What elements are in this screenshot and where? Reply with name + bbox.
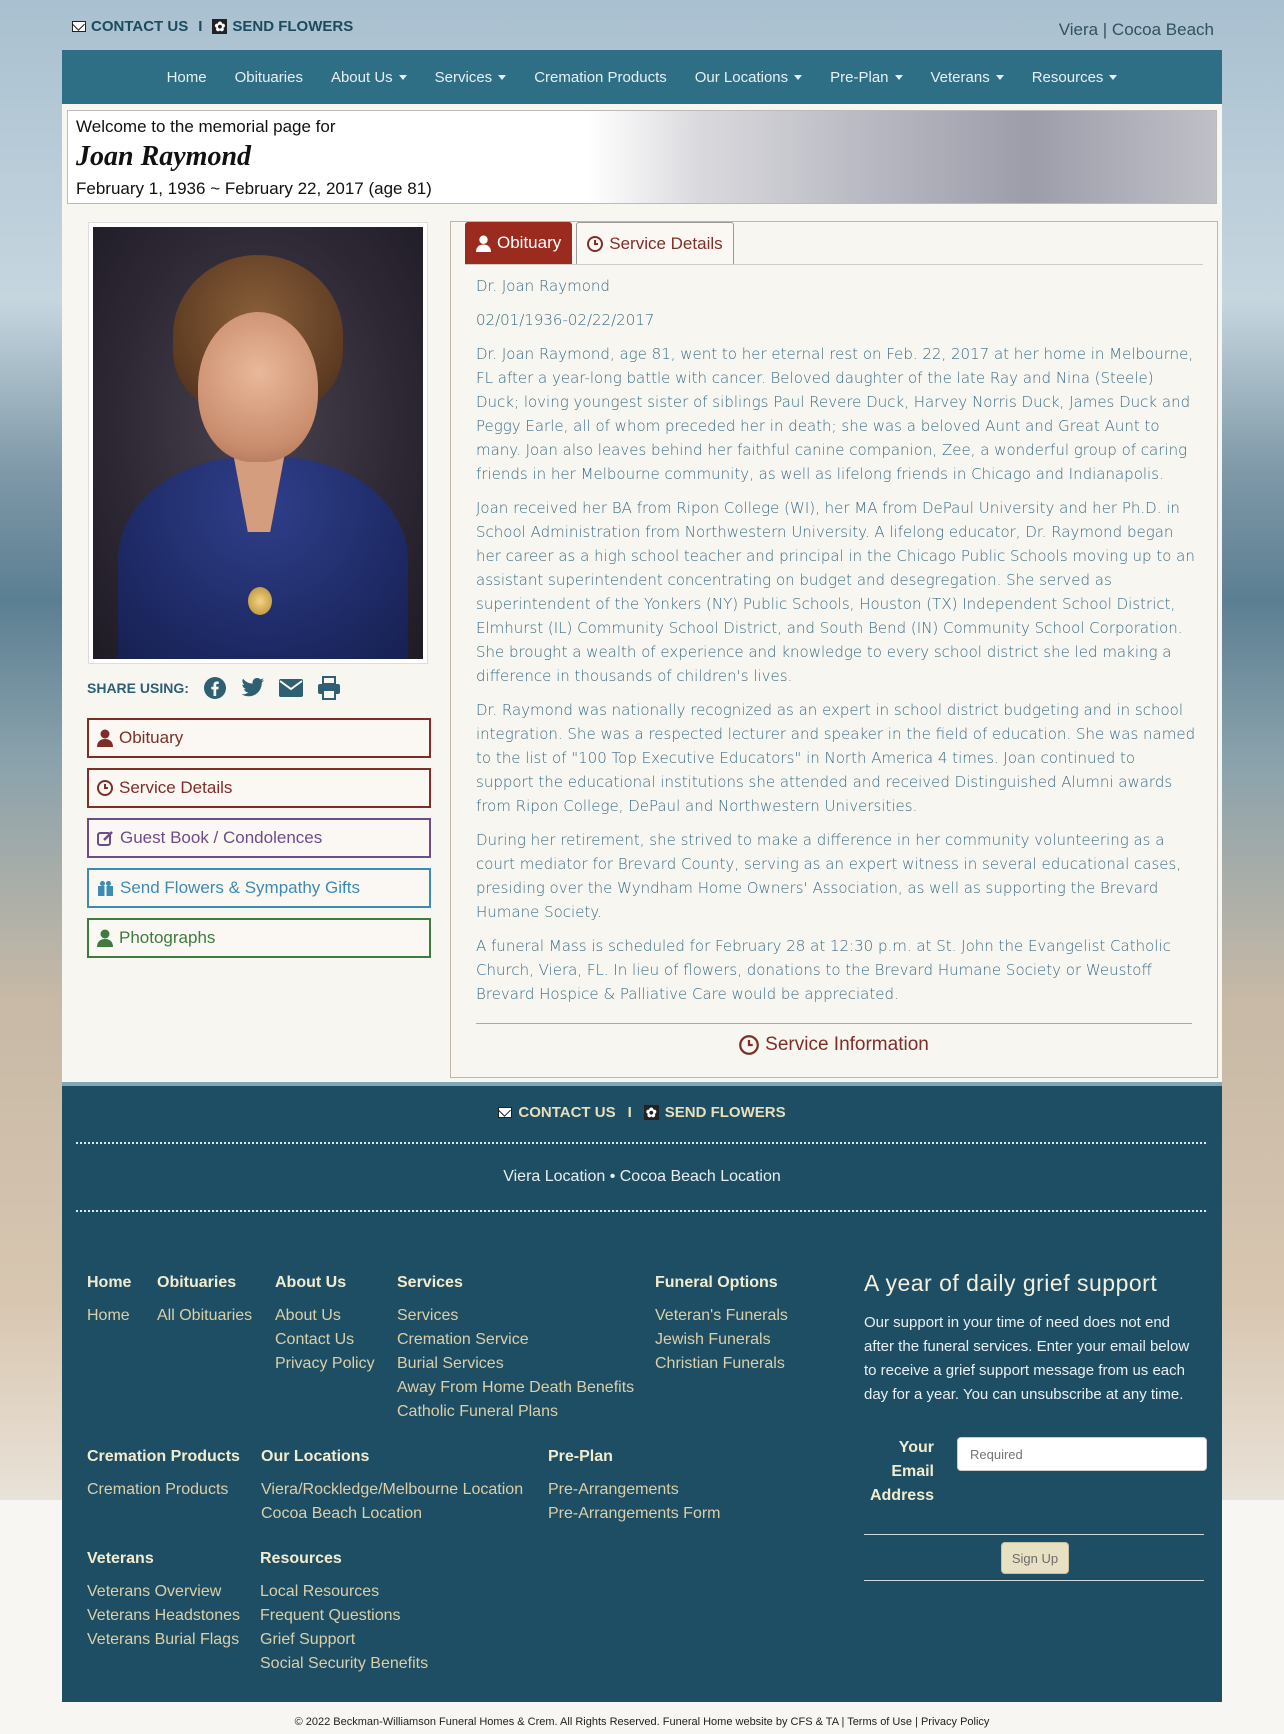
grief-support-title: A year of daily grief support xyxy=(864,1270,1158,1296)
footer-link[interactable]: Burial Services xyxy=(397,1355,504,1372)
memorial-banner xyxy=(67,110,1217,204)
portrait-face xyxy=(198,312,318,462)
footer-contact-links xyxy=(62,1104,1222,1121)
gift-icon xyxy=(97,880,114,897)
tab-obituary[interactable] xyxy=(465,222,572,264)
nav-label: Obituaries xyxy=(234,68,303,86)
service-information-link[interactable] xyxy=(476,1023,1192,1056)
decedent-name: Joan Raymond xyxy=(76,141,252,172)
footer-link[interactable]: Grief Support xyxy=(260,1631,356,1648)
nav-label: Veterans xyxy=(930,68,990,86)
caret-down-icon xyxy=(895,75,903,80)
footer-link[interactable]: Jewish Funerals xyxy=(655,1331,771,1348)
sidebar-photographs-label: Photographs xyxy=(119,928,216,947)
tab-obituary-label: Obituary xyxy=(497,233,562,252)
footer-col-title: Veterans xyxy=(87,1550,154,1567)
page xyxy=(62,0,1222,1734)
sidebar-obituary-button[interactable] xyxy=(87,718,431,758)
nav-item-home[interactable] xyxy=(167,69,207,86)
sidebar-send-flowers-label: Send Flowers & Sympathy Gifts xyxy=(120,878,360,897)
flower-icon: ✿ xyxy=(212,19,227,34)
print-icon[interactable] xyxy=(317,676,341,700)
footer-link[interactable]: Services xyxy=(397,1307,459,1324)
caret-down-icon xyxy=(498,75,506,80)
footer-separator: I xyxy=(627,1104,632,1121)
nav-item-cremation-products[interactable] xyxy=(534,69,667,86)
footer-link[interactable]: Contact Us xyxy=(275,1331,355,1348)
footer-link[interactable]: Social Security Benefits xyxy=(260,1655,429,1672)
signup-divider xyxy=(864,1534,1204,1535)
clock-icon xyxy=(587,236,603,252)
footer-col-title: Funeral Options xyxy=(655,1274,778,1291)
site-footer xyxy=(62,1082,1222,1702)
portrait-pendant xyxy=(248,587,272,615)
obituary-text xyxy=(476,274,1196,1016)
nav-item-about-us[interactable] xyxy=(331,69,407,86)
sidebar-service-details-label: Service Details xyxy=(119,778,233,797)
footer-link[interactable]: Cremation Products xyxy=(87,1481,229,1498)
nav-label: About Us xyxy=(330,68,393,86)
obit-paragraph: During her retirement, she strived to make a difference in her community volunteering as a court mediator for Brevard County, serving as an expert witness in several educational cases, presiding over the Wyndham Home Owners' Association, as well as supporting the Brevard Humane Society. xyxy=(476,831,1182,921)
nav-label: Services xyxy=(434,68,493,86)
mail-icon xyxy=(72,21,86,32)
grief-support-box xyxy=(864,1270,1204,1407)
footer-flowers-link[interactable]: SEND FLOWERS xyxy=(664,1104,786,1121)
footer-link[interactable]: Pre-Arrangements Form xyxy=(548,1505,721,1522)
footer-location-separator: • xyxy=(609,1168,616,1185)
welcome-text: Welcome to the memorial page for xyxy=(76,117,336,136)
footer-contact-link[interactable]: CONTACT US xyxy=(518,1104,616,1121)
top-contact-link[interactable] xyxy=(72,18,188,35)
footer-col-title: Pre-Plan xyxy=(548,1448,613,1465)
top-links xyxy=(72,18,353,35)
footer-cocoa-location-link[interactable]: Cocoa Beach Location xyxy=(619,1168,781,1185)
email-icon[interactable] xyxy=(279,676,303,700)
banner-image xyxy=(588,111,1217,204)
nav-item-pre-plan[interactable] xyxy=(830,69,902,86)
signup-divider xyxy=(864,1580,1204,1581)
nav-item-obituaries[interactable] xyxy=(235,69,303,86)
nav-label: Home xyxy=(166,68,207,86)
tab-service-details-label: Service Details xyxy=(609,233,723,253)
footer-link[interactable]: Away From Home Death Benefits xyxy=(397,1379,635,1396)
panel-tabs xyxy=(465,222,734,264)
nav-item-resources[interactable] xyxy=(1032,69,1118,86)
footer-link[interactable]: Veterans Headstones xyxy=(87,1607,240,1624)
footer-locations xyxy=(62,1168,1222,1186)
footer-viera-location-link[interactable]: Viera Location xyxy=(503,1168,606,1185)
sidebar-service-details-button[interactable] xyxy=(87,768,431,808)
footer-link[interactable]: Frequent Questions xyxy=(260,1607,401,1624)
portrait-photo xyxy=(88,222,428,664)
person-icon xyxy=(476,235,491,252)
nav-label: Our Locations xyxy=(694,68,789,86)
footer-link[interactable]: Pre-Arrangements xyxy=(548,1481,679,1498)
top-contact-label: CONTACT US xyxy=(91,18,189,35)
sidebar-send-flowers-button[interactable] xyxy=(87,868,431,908)
footer-link[interactable]: Veterans Overview xyxy=(87,1583,222,1600)
email-input[interactable] xyxy=(957,1437,1207,1471)
sidebar-guest-book-label: Guest Book / Condolences xyxy=(120,828,323,847)
footer-col-title: Our Locations xyxy=(261,1448,370,1465)
footer-link[interactable]: Catholic Funeral Plans xyxy=(397,1403,558,1420)
caret-down-icon xyxy=(794,75,802,80)
tab-divider xyxy=(465,264,1203,265)
share-bar xyxy=(87,676,341,700)
sidebar-guest-book-button[interactable] xyxy=(87,818,431,858)
footer-link[interactable]: Cocoa Beach Location xyxy=(261,1505,422,1522)
footer-col-title: About Us xyxy=(275,1274,347,1291)
footer-col-title: Cremation Products xyxy=(87,1448,240,1465)
footer-link[interactable]: Local Resources xyxy=(260,1583,380,1600)
footer-link[interactable]: About Us xyxy=(275,1307,341,1324)
tab-service-details[interactable] xyxy=(576,222,733,264)
nav-item-veterans[interactable] xyxy=(931,69,1004,86)
obit-name-line: Dr. Joan Raymond xyxy=(476,277,610,295)
grief-support-text: Our support in your time of need does not end after the funeral services. Enter your email below to receive a grief support message from us each day for a year. You can unsubscribe at any time. xyxy=(864,1314,1190,1403)
sidebar-photographs-button[interactable] xyxy=(87,918,431,958)
clock-icon xyxy=(97,780,113,796)
edit-icon xyxy=(97,830,114,847)
clock-icon xyxy=(739,1035,759,1055)
footer-link[interactable]: All Obituaries xyxy=(157,1307,253,1324)
footer-link[interactable]: Veteran's Funerals xyxy=(655,1307,788,1324)
obit-paragraph: Dr. Raymond was nationally recognized as an expert in school district budgeting and in school integration. She was a respected lecturer and speaker in the field of education. She was named to the list of "100 Top Executive Educators" in North America 4 times. Joan continued to support the educational institutions she attended and received Distinguished Alumni awards from Ripon College, DePaul and Northwestern Universities. xyxy=(476,701,1196,815)
footer-col-title: Home xyxy=(87,1274,132,1291)
nav-label: Resources xyxy=(1031,68,1104,86)
obit-date-line: 02/01/1936-02/22/2017 xyxy=(476,311,655,329)
top-flowers-label: SEND FLOWERS xyxy=(232,18,354,35)
nav-label: Pre-Plan xyxy=(830,68,889,86)
portrait-image xyxy=(93,227,423,659)
footer-col-title: Resources xyxy=(260,1550,342,1567)
email-label: Your Email Address xyxy=(869,1439,934,1504)
main-content xyxy=(62,104,1222,1082)
person-icon xyxy=(97,729,113,747)
dotted-divider xyxy=(76,1210,1206,1212)
copyright-text: © 2022 Beckman-Williamson Funeral Homes & Crem. All Rights Reserved. Funeral Home website by CFS & TA | Terms of Use | Privacy Policy xyxy=(294,1716,990,1728)
obit-paragraph: A funeral Mass is scheduled for February 28 at 12:30 p.m. at St. John the Evangelist Catholic Church, Viera, FL. In lieu of flowers, donations to the Brevard Humane Society or Weustoff Brevard Hospice & Palliative Care would be appreciated. xyxy=(476,937,1171,1003)
top-flowers-link[interactable] xyxy=(212,18,353,35)
footer-col-title: Obituaries xyxy=(157,1274,237,1291)
footer-link[interactable]: Veterans Burial Flags xyxy=(87,1631,240,1648)
twitter-icon[interactable] xyxy=(241,676,265,700)
life-dates: February 1, 1936 ~ February 22, 2017 (age 81) xyxy=(76,179,432,198)
sidebar-obituary-label: Obituary xyxy=(119,728,184,747)
main-nav xyxy=(62,50,1222,104)
share-label: SHARE USING: xyxy=(87,680,189,696)
flower-icon: ✿ xyxy=(644,1105,659,1120)
footer-link[interactable]: Christian Funerals xyxy=(655,1355,785,1372)
service-information-label: Service Information xyxy=(765,1034,929,1055)
sign-up-button[interactable]: Sign Up xyxy=(1001,1542,1069,1574)
nav-item-our-locations[interactable] xyxy=(695,69,802,86)
nav-label: Cremation Products xyxy=(534,68,667,86)
top-bar xyxy=(72,18,1222,48)
caret-down-icon xyxy=(399,75,407,80)
top-locations[interactable]: Viera | Cocoa Beach xyxy=(1058,20,1214,39)
footer-col-title: Services xyxy=(397,1274,463,1291)
footer-link[interactable]: Privacy Policy xyxy=(275,1355,375,1372)
nav-item-services[interactable] xyxy=(435,69,507,86)
caret-down-icon xyxy=(996,75,1004,80)
footer-link[interactable]: Viera/Rockledge/Melbourne Location xyxy=(261,1481,524,1498)
obit-paragraph: Dr. Joan Raymond, age 81, went to her eternal rest on Feb. 22, 2017 at her home in Melbourne, FL after a year-long battle with cancer. Beloved daughter of the late Ray and Nina (Steele) Duck; loving youngest sister of siblings Paul Revere Duck, Harvey Norris Duck, James Duck and Peggy Earle, all of whom preceded her in death; she was a beloved Aunt and Great Aunt to many. Joan also leaves behind her faithful canine companion, Zee, a wonderful group of caring friends in her Melbourne community, as well as lifelong friends in Chicago and Indianapolis. xyxy=(476,345,1194,483)
dotted-divider xyxy=(76,1142,1206,1144)
footer-link[interactable]: Cremation Service xyxy=(397,1331,529,1348)
caret-down-icon xyxy=(1109,75,1117,80)
obit-paragraph: Joan received her BA from Ripon College (WI), her MA from DePaul University and her Ph.D. in School Administration from Northwestern University. A lifelong educator, Dr. Raymond began her career as a high school teacher and principal in the Chicago Public Schools moving up to an assistant superintendent concentrating on budget and desegregation. She served as superintendent of the Yonkers (NY) Public Schools, Houston (TX) Independent School District, Elmhurst (IL) Community School District, and South Bend (IN) Community School Corporation. She brought a wealth of experience and knowledge to every school district she led making a difference in thousands of children's lives. xyxy=(476,499,1195,685)
obituary-panel xyxy=(450,221,1218,1078)
footer-link[interactable]: Home xyxy=(87,1307,130,1324)
mail-icon xyxy=(498,1107,512,1118)
facebook-icon[interactable] xyxy=(203,676,227,700)
person-icon xyxy=(97,929,113,947)
top-separator: I xyxy=(198,18,203,35)
